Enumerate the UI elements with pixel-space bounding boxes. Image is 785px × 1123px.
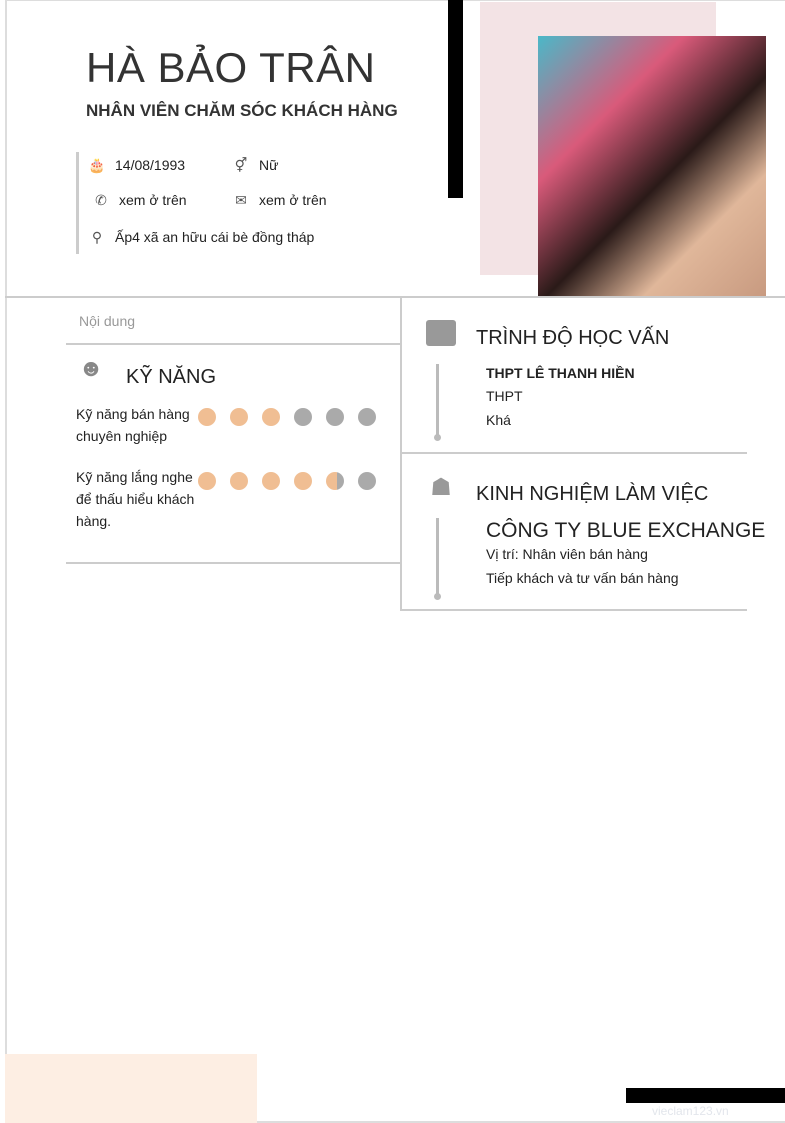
divider [66,343,400,345]
school-name: THPT LÊ THANH HIỀN [486,365,635,381]
address-item [89,229,314,245]
rating-dot [198,408,216,426]
skill-rating [198,408,376,426]
skill-rating [198,472,376,490]
rating-dot [230,408,248,426]
rating-dot [262,472,280,490]
candidate-title: NHÂN VIÊN CHĂM SÓC KHÁCH HÀNG [86,101,398,120]
education-title: TRÌNH ĐỘ HỌC VẤN [476,327,670,349]
phone: xem ở trên [119,192,187,208]
skill-name: Kỹ năng bán hàng chuyên nghiệp [76,406,190,444]
address: Ấp4 xã an hữu cái bè đồng tháp [115,229,315,245]
decor-black-bar-bottom [626,1088,785,1103]
birthday: 14/08/1993 [115,157,186,173]
email: xem ở trên [259,192,327,208]
profile-photo [538,36,766,296]
gender: Nữ [259,157,279,173]
divider [5,296,785,298]
candidate-name: HÀ BẢO TRÂN [86,44,376,91]
rating-dot [358,408,376,426]
rating-dot [294,472,312,490]
phone-item [93,192,187,208]
rating-dot [230,472,248,490]
briefcase-icon [426,320,456,346]
rating-dot [326,408,344,426]
rating-dot [198,472,216,490]
worker-laptop-icon: ☗ [430,473,452,501]
cake-icon: 🎂 [88,156,106,173]
birthday-item [89,157,185,173]
watermark: vieclam123.vn [652,1104,729,1118]
skill-name: Kỹ năng lắng nghe để thấu hiểu khách hàng. [76,469,195,529]
divider [66,562,400,564]
phone-icon: ✆ [95,191,107,208]
rating-dot [326,472,344,490]
personal-info [76,152,336,254]
skills-title: KỸ NĂNG [126,366,217,388]
rating-dot [358,472,376,490]
job-description: Tiếp khách và tư vấn bán hàng [486,570,679,586]
rating-dot [294,408,312,426]
education-level: THPT [486,388,523,404]
experience-title: KINH NGHIỆM LÀM VIỆC [476,483,709,505]
company-name: CÔNG TY BLUE EXCHANGE [486,519,766,542]
timeline-line [436,518,439,597]
job-position: Vị trí: Nhân viên bán hàng [486,546,648,562]
envelope-icon: ✉ [235,191,247,208]
divider [400,452,747,454]
map-icon: ⚲ [91,228,103,245]
email-item [233,192,327,208]
gender-item [233,157,278,173]
decor-peach-box [5,1054,257,1123]
rating-dot [262,408,280,426]
timeline-line [436,364,439,438]
divider [400,609,747,611]
education-grade: Khá [486,412,511,428]
content-placeholder[interactable]: Nội dung [79,313,136,329]
gender-icon: ⚥ [234,156,248,173]
head-lightbulb-icon: ☻ [78,355,104,382]
decor-black-bar [448,0,463,198]
